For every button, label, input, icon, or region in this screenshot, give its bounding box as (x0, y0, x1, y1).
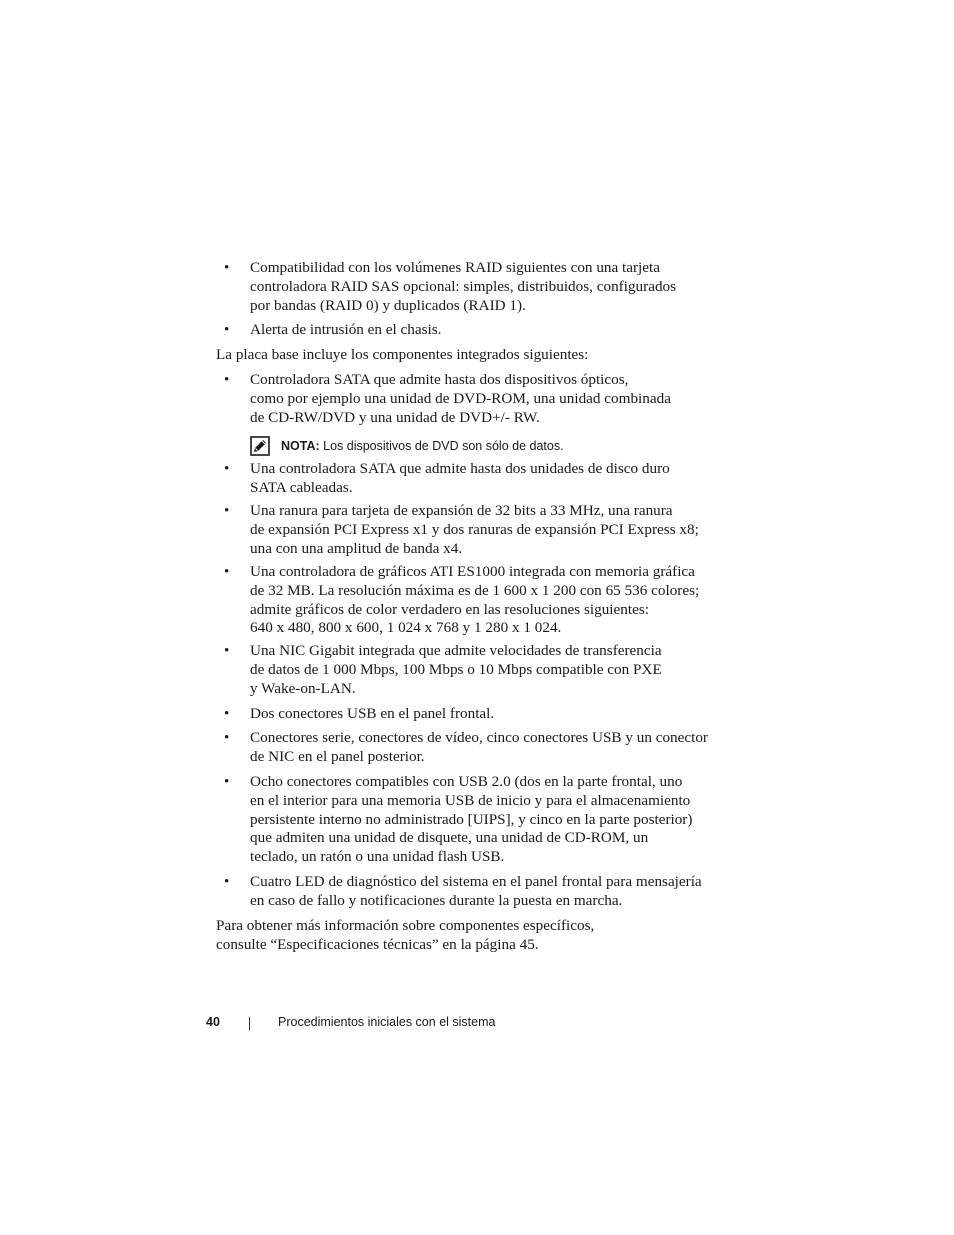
list-item-text: Ocho conectores compatibles con USB 2.0 (dos en la parte frontal, uno en el interior para una memoria USB de inicio y para el almacenamiento persistente interno no administrado [UIPS], y cinco en la parte posterior) que admiten una unidad de disquete, una unidad de CD-ROM, un teclado, un ratón o una unidad flash USB. (250, 773, 693, 866)
page-number: 40 (206, 1015, 220, 1029)
bullet-mark: • (224, 502, 230, 519)
bullet-mark: • (224, 729, 230, 746)
page-footer (206, 1015, 606, 1035)
list-item-text: Una controladora SATA que admite hasta dos unidades de disco duro SATA cableadas. (250, 460, 670, 496)
note-callout (250, 436, 720, 458)
bullet-mark: • (224, 563, 230, 580)
list-item-text: Una NIC Gigabit integrada que admite velocidades de transferencia de datos de 1 000 Mbps, 100 Mbps o 10 Mbps compatible con PXE y Wake-on-LAN. (250, 642, 662, 697)
list-item-text: Una ranura para tarjeta de expansión de 32 bits a 33 MHz, una ranura de expansión PCI Express x1 y dos ranuras de expansión PCI Express x8; una con una amplitud de banda x4. (250, 502, 699, 557)
closing-paragraph: Para obtener más información sobre componentes específicos, consulte “Especificaciones técnicas” en la página 45. (216, 917, 595, 953)
bullet-mark: • (224, 642, 230, 659)
list-item-text: Cuatro LED de diagnóstico del sistema en el panel frontal para mensajería en caso de fallo y notificaciones durante la puesta en marcha. (250, 873, 702, 909)
bullet-mark: • (224, 371, 230, 388)
note-text (281, 437, 564, 455)
bullet-mark: • (224, 259, 230, 276)
note-pencil-icon (250, 436, 270, 456)
list-item-text: Alerta de intrusión en el chasis. (250, 321, 442, 338)
bullet-mark: • (224, 321, 230, 338)
bullet-mark: • (224, 705, 230, 722)
note-body: Los dispositivos de DVD son sólo de datos. (319, 439, 564, 453)
list-item-text: Dos conectores USB en el panel frontal. (250, 705, 495, 722)
note-label: NOTA: (281, 439, 320, 453)
bullet-mark: • (224, 773, 230, 790)
list-item-text: Conectores serie, conectores de vídeo, cinco conectores USB y un conector de NIC en el panel posterior. (250, 729, 708, 765)
bullet-mark: • (224, 460, 230, 477)
list-item-text: Una controladora de gráficos ATI ES1000 integrada con memoria gráfica de 32 MB. La resolución máxima es de 1 600 x 1 200 con 65 536 colores; admite gráficos de color verdadero en las resoluciones siguientes: 640 x 480, 800 x 600, 1 024 x 768 y 1 280 x 1 024. (250, 563, 700, 637)
footer-separator (249, 1017, 250, 1030)
list-item-text: Compatibilidad con los volúmenes RAID siguientes con una tarjeta controladora RAID SAS opcional: simples, distribuidos, configurados por bandas (RAID 0) y duplicados (RAID 1). (250, 259, 677, 314)
bullet-mark: • (224, 873, 230, 890)
intro-paragraph: La placa base incluye los componentes integrados siguientes: (216, 346, 589, 363)
list-item-text: Controladora SATA que admite hasta dos dispositivos ópticos, como por ejemplo una unidad de DVD-ROM, una unidad combinada de CD-RW/DVD y una unidad de DVD+/- RW. (250, 371, 671, 426)
section-title: Procedimientos iniciales con el sistema (278, 1015, 496, 1029)
